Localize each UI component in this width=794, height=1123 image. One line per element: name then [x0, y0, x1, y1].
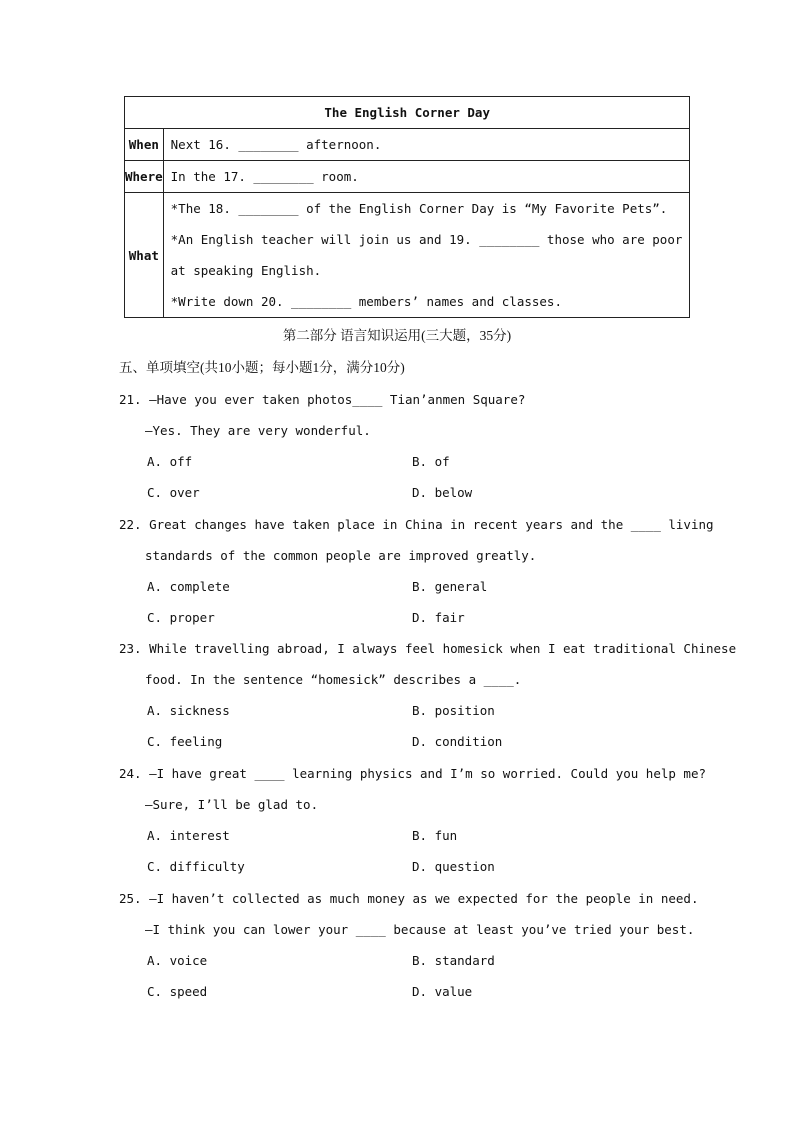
question-stem: 22. Great changes have taken place in China in recent years and the ____ living — [119, 517, 714, 532]
option-c: C. over — [147, 485, 200, 500]
question-stem-cont: standards of the common people are improved greatly. — [145, 548, 537, 563]
option-d: D. question — [412, 859, 495, 874]
question-reply: —I think you can lower your ____ because at least you’ve tried your best. — [145, 922, 695, 937]
english-corner-table — [124, 96, 690, 318]
what-line-3: at speaking English. — [170, 263, 322, 278]
option-a: A. off — [147, 454, 193, 469]
question-23 — [119, 637, 737, 761]
question-stem: 25. —I haven’t collected as much money as we expected for the people in need. — [119, 891, 699, 906]
option-a: A. interest — [147, 828, 230, 843]
question-reply: —Sure, I’ll be glad to. — [145, 797, 319, 812]
what-line-2: *An English teacher will join us and 19. ________ those who are poor — [170, 232, 683, 247]
part-heading: 第二部分 语言知识运用(三大题，35分) — [282, 328, 512, 343]
table-row-where — [125, 161, 690, 193]
row-content-where: In the 17. ________ room. — [163, 161, 690, 193]
option-d: D. fair — [412, 610, 465, 625]
row-label-where: Where — [125, 161, 164, 193]
option-c: C. proper — [147, 610, 215, 625]
option-c: C. feeling — [147, 734, 223, 749]
option-b: B. position — [412, 703, 495, 718]
table-row-what — [125, 193, 690, 318]
question-25 — [119, 887, 699, 1011]
question-24 — [119, 762, 706, 886]
option-a: A. voice — [147, 953, 208, 968]
option-b: B. fun — [412, 828, 458, 843]
option-a: A. complete — [147, 579, 230, 594]
table-title: The English Corner Day — [125, 97, 690, 129]
question-stem: 23. While travelling abroad, I always feel homesick when I eat traditional Chinese — [119, 641, 737, 656]
question-stem-cont: food. In the sentence “homesick” describes a ____. — [145, 672, 522, 687]
option-a: A. sickness — [147, 703, 230, 718]
table-row-when — [125, 129, 690, 161]
option-b: B. standard — [412, 953, 495, 968]
section-heading: 五、单项填空(共10小题；每小题1分，满分10分) — [119, 360, 405, 375]
question-22 — [119, 513, 714, 637]
option-d: D. condition — [412, 734, 503, 749]
option-d: D. value — [412, 984, 473, 999]
option-b: B. of — [412, 454, 450, 469]
what-line-1: *The 18. ________ of the English Corner Day is “My Favorite Pets”. — [170, 201, 668, 216]
option-d: D. below — [412, 485, 473, 500]
question-reply: —Yes. They are very wonderful. — [145, 423, 371, 438]
row-label-when: When — [125, 129, 164, 161]
row-label-what: What — [125, 193, 164, 318]
question-stem: 21. —Have you ever taken photos____ Tian’anmen Square? — [119, 392, 526, 407]
row-content-what — [163, 193, 690, 318]
what-line-4: *Write down 20. ________ members’ names and classes. — [170, 294, 562, 309]
option-c: C. speed — [147, 984, 208, 999]
row-content-when: Next 16. ________ afternoon. — [163, 129, 690, 161]
question-stem: 24. —I have great ____ learning physics and I’m so worried. Could you help me? — [119, 766, 706, 781]
option-b: B. general — [412, 579, 488, 594]
question-21 — [119, 388, 679, 512]
option-c: C. difficulty — [147, 859, 245, 874]
